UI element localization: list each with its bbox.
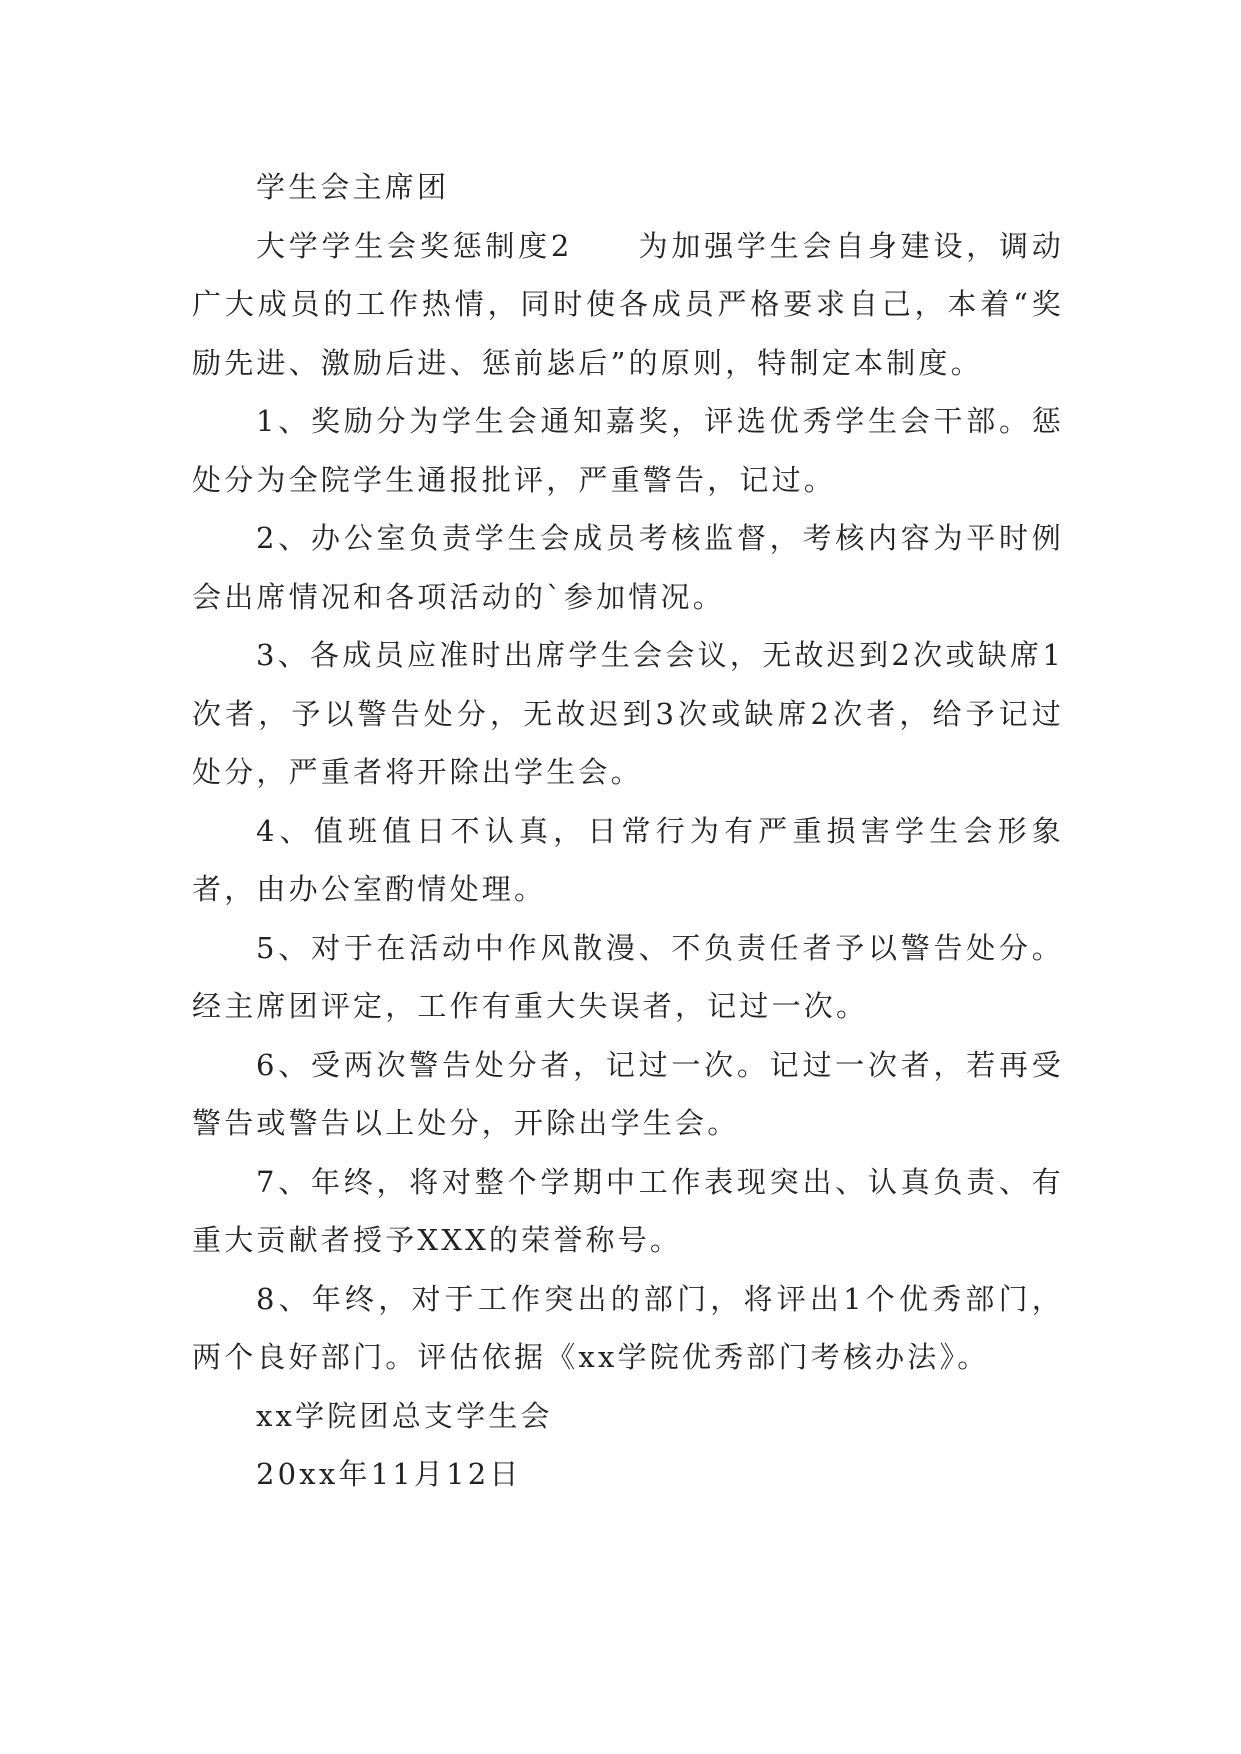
intro-paragraph: 大学学生会奖惩制度2 为加强学生会自身建设，调动广大成员的工作热情，同时使各成员严格要求自己，本着“奖励先进、激励后进、惩前毖后”的原则，特制定本制度。 <box>192 228 1064 380</box>
heading-line: 学生会主席团 <box>256 170 450 204</box>
rule-8: 8、年终，对于工作突出的部门，将评出1个优秀部门，两个良好部门。评估依据《xx学院优秀部门考核办法》。 <box>192 1281 1064 1374</box>
rule-1: 1、奖励分为学生会通知嘉奖，评选优秀学生会干部。惩处分为全院学生通报批评，严重警告，记过。 <box>192 404 1064 497</box>
rule-7: 7、年终，将对整个学期中工作表现突出、认真负责、有重大贡献者授予XXX的荣誉称号。 <box>192 1164 1064 1257</box>
rule-3: 3、各成员应准时出席学生会会议，无故迟到2次或缺席1次者，予以警告处分，无故迟到3次或缺席2次者，给予记过处分，严重者将开除出学生会。 <box>192 638 1064 789</box>
rule-2: 2、办公室负责学生会成员考核监督，考核内容为平时例会出席情况和各项活动的`参加情况。 <box>192 521 1064 614</box>
signature-date: 20xx年11月12日 <box>256 1457 522 1491</box>
signature-organization: xx学院团总支学生会 <box>256 1398 553 1433</box>
rule-4: 4、值班值日不认真，日常行为有严重损害学生会形象者，由办公室酌情处理。 <box>192 813 1064 906</box>
document-body <box>192 158 1064 1504</box>
rule-6: 6、受两次警告处分者，记过一次。记过一次者，若再受警告或警告以上处分，开除出学生会。 <box>192 1047 1064 1140</box>
rule-5: 5、对于在活动中作风散漫、不负责任者予以警告处分。经主席团评定，工作有重大失误者，记过一次。 <box>192 930 1064 1023</box>
